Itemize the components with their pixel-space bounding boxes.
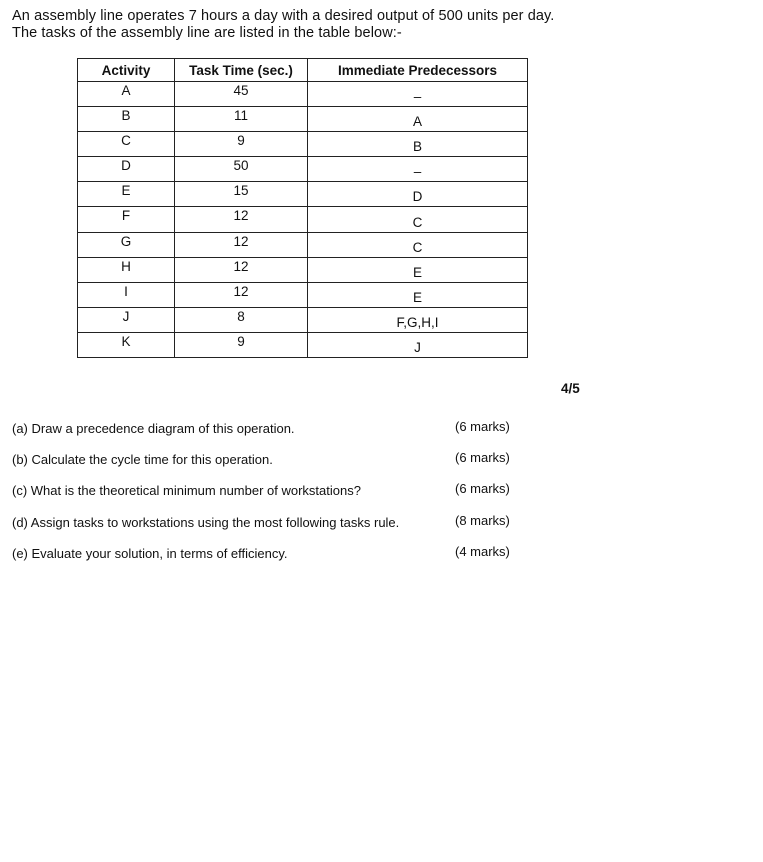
predecessor-cell: – — [308, 82, 528, 107]
predecessor-cell: D — [308, 182, 528, 207]
activity-cell: E — [78, 182, 175, 207]
task-time-cell: 12 — [175, 207, 308, 232]
intro-line-2: The tasks of the assembly line are listed in the table below:- — [12, 25, 402, 41]
table-row — [78, 107, 528, 132]
question-text: (c) What is the theoretical minimum number of workstations? — [12, 483, 361, 499]
task-time-cell: 8 — [175, 307, 308, 332]
table-row — [78, 332, 528, 357]
task-time-cell: 9 — [175, 332, 308, 357]
question-text: (e) Evaluate your solution, in terms of efficiency. — [12, 545, 288, 561]
problem-statement — [12, 8, 554, 42]
table-row — [78, 182, 528, 207]
table-row — [78, 157, 528, 182]
task-time-cell: 11 — [175, 107, 308, 132]
predecessor-cell: B — [308, 132, 528, 157]
question-text: (d) Assign tasks to workstations using the most following tasks rule. — [12, 514, 400, 530]
predecessor-cell: J — [308, 332, 528, 357]
question-item — [12, 421, 532, 452]
activity-cell: J — [78, 307, 175, 332]
task-time-cell: 50 — [175, 157, 308, 182]
question-marks: (4 marks) — [455, 543, 510, 559]
question-marks: (6 marks) — [455, 450, 510, 466]
question-list — [12, 421, 532, 577]
task-time-cell: 12 — [175, 257, 308, 282]
question-item — [12, 483, 532, 514]
question-item — [12, 512, 532, 546]
table-row — [78, 82, 528, 107]
predecessor-cell: E — [308, 257, 528, 282]
question-text: (b) Calculate the cycle time for this operation. — [12, 452, 273, 468]
table-row — [78, 207, 528, 232]
activity-cell: H — [78, 257, 175, 282]
predecessor-cell: C — [308, 232, 528, 257]
predecessor-cell: A — [308, 107, 528, 132]
predecessor-cell: C — [308, 207, 528, 232]
task-time-cell: 12 — [175, 232, 308, 257]
question-marks: (6 marks) — [455, 481, 510, 497]
task-table — [77, 58, 528, 358]
header-immediate-predecessors: Immediate Predecessors — [308, 59, 528, 82]
header-task-time: Task Time (sec.) — [175, 59, 308, 82]
task-time-cell: 45 — [175, 82, 308, 107]
activity-cell: K — [78, 332, 175, 357]
page-number: 4/5 — [561, 381, 580, 396]
table-row — [78, 307, 528, 332]
intro-line-1: An assembly line operates 7 hours a day with a desired output of 500 units per day. — [12, 8, 555, 24]
question-marks: (6 marks) — [455, 419, 510, 434]
task-time-cell: 15 — [175, 182, 308, 207]
question-item — [12, 543, 532, 577]
table-row — [78, 257, 528, 282]
predecessor-cell: – — [308, 157, 528, 182]
predecessor-cell: E — [308, 282, 528, 307]
activity-cell: I — [78, 282, 175, 307]
table-header-row — [78, 59, 528, 82]
task-table-body — [78, 82, 528, 358]
table-row — [78, 232, 528, 257]
activity-cell: B — [78, 107, 175, 132]
table-row — [78, 132, 528, 157]
activity-cell: F — [78, 207, 175, 232]
table-row — [78, 282, 528, 307]
task-time-cell: 12 — [175, 282, 308, 307]
activity-cell: G — [78, 232, 175, 257]
activity-cell: D — [78, 157, 175, 182]
predecessor-cell: F,G,H,I — [308, 307, 528, 332]
question-item — [12, 452, 532, 483]
header-activity: Activity — [78, 59, 175, 82]
task-time-cell: 9 — [175, 132, 308, 157]
question-marks: (8 marks) — [455, 512, 510, 528]
question-text: (a) Draw a precedence diagram of this operation. — [12, 421, 295, 436]
activity-cell: C — [78, 132, 175, 157]
activity-cell: A — [78, 82, 175, 107]
